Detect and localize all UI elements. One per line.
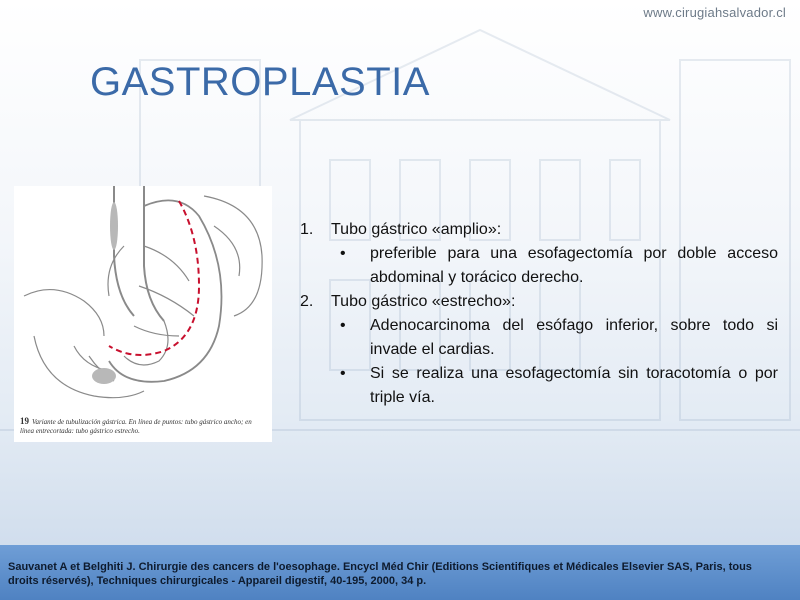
- figure-caption-text: Variante de tubulización gástrica. En línea de puntos: tubo gástrico ancho; en línea entrecortada: tubo gástrico estrecho.: [20, 418, 252, 435]
- figure-number: 19: [20, 416, 29, 426]
- bullet-item: [300, 362, 778, 410]
- bullet-icon: •: [340, 317, 346, 334]
- list-item-amplio: [300, 218, 778, 242]
- bullet-text: Adenocarcinoma del esófago inferior, sobre todo si invade el cardias.: [370, 317, 778, 358]
- item-number: 1.: [300, 221, 314, 238]
- content-list: [300, 218, 778, 410]
- slide-title: GASTROPLASTIA: [90, 60, 430, 104]
- bullet-icon: •: [340, 365, 346, 382]
- figure-caption: [20, 417, 266, 436]
- gastric-tubulization-illustration: [14, 186, 272, 414]
- narrow-tube-dashed-line: [109, 201, 199, 355]
- bullet-icon: •: [340, 245, 346, 262]
- bullet-item: [300, 314, 778, 362]
- footer-reference: Sauvanet A et Belghiti J. Chirurgie des cancers de l'oesophage. Encycl Méd Chir (Editions Scientifiques et Médicales Elsevier SAS, Paris, tous droits réservés), Techniques chirurgicales - Appareil digestif, 40-195, 2000, 34 p.: [8, 561, 752, 587]
- bullet-text: Si se realiza una esofagectomía sin toracotomía o por triple vía.: [370, 365, 778, 406]
- bullet-item: [300, 242, 778, 290]
- bullet-text: preferible para una esofagectomía por doble acceso abdominal y torácico derecho.: [370, 245, 778, 286]
- list-item-estrecho: [300, 290, 778, 314]
- item-text: Tubo gástrico «estrecho»:: [331, 293, 516, 310]
- item-number: 2.: [300, 293, 314, 310]
- stomach-figure: [14, 186, 272, 442]
- item-text: Tubo gástrico «amplio»:: [331, 221, 502, 238]
- website-url: www.cirugiahsalvador.cl: [643, 5, 786, 20]
